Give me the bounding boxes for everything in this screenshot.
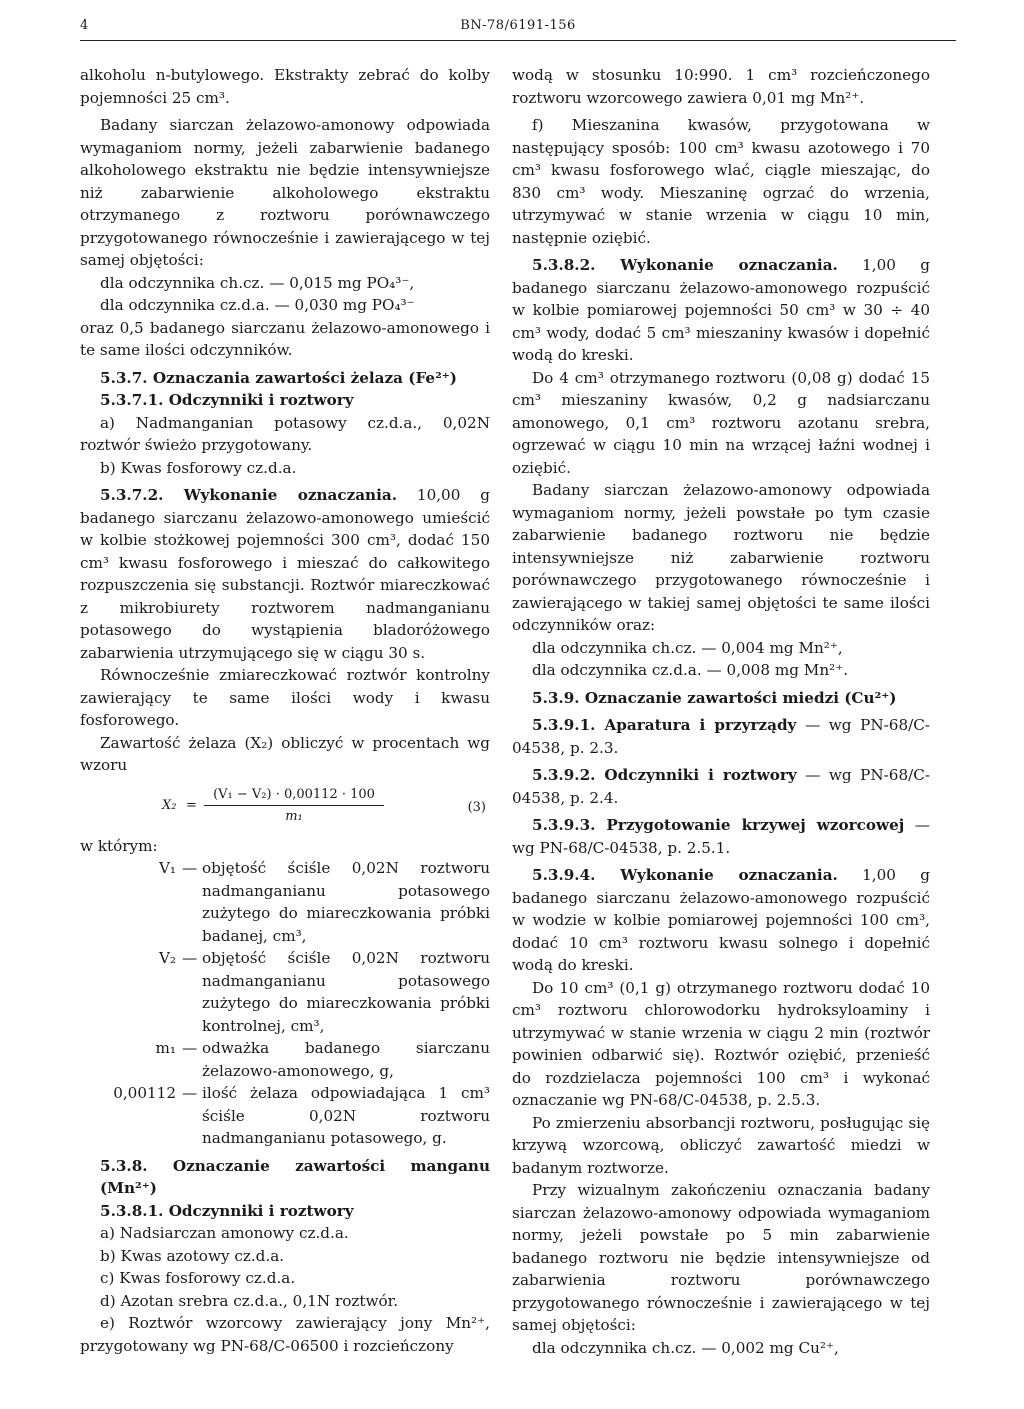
page-number: 4 xyxy=(80,18,89,33)
symbol-definitions xyxy=(80,857,490,1150)
symbol: m₁ xyxy=(155,1039,176,1057)
definition-text: odważka badanego siarczanu żelazowo-amonowego, g, xyxy=(202,1039,490,1080)
dash: — xyxy=(182,1084,198,1102)
section-heading: 5.3.8. Oznaczanie zawartości manganu (Mn²⁺) xyxy=(100,1156,490,1197)
paragraph: 5.3.9.4. Wykonanie oznaczania. 1,00 g badanego siarczanu żelazowo-amonowego rozpuścić w wodzie w kolbie pomiarowej pojemności 100 cm³, dodać 10 cm³ roztworu kwasu solnego i dopełnić wodą do kreski. xyxy=(512,866,930,974)
formula-denominator: m₁ xyxy=(285,808,303,824)
section-heading: 5.3.8.2. Wykonanie oznaczania. xyxy=(532,256,838,274)
paragraph: Równocześnie zmiareczkować roztwór kontrolny zawierający te same ilości wody i kwasu fosforowego. xyxy=(80,666,490,729)
definition-text: objętość ściśle 0,02N roztworu nadmanganianu potasowego zużytego do miareczkowania próbki badanej, cm³, xyxy=(202,859,490,945)
definition-text: ilość żelaza odpowiadająca 1 cm³ ściśle 0,02N roztworu nadmanganianu potasowego, g. xyxy=(202,1084,490,1147)
paragraph: Badany siarczan żelazowo-amonowy odpowiada wymaganiom normy, jeżeli powstałe po tym czasie zabarwienie badanego roztworu nie będzie intensywniejsze niż zabarwienie roztworu porównawczego przygotowanego równocześnie i zawierającego w takiej samej objętości te same ilości odczynników oraz: xyxy=(512,481,930,634)
list-item: b) Kwas fosforowy cz.d.a. xyxy=(100,458,297,477)
symbol: 0,00112 xyxy=(113,1084,176,1102)
paragraph: Przy wizualnym zakończeniu oznaczania badany siarczan żelazowo-amonowy odpowiada wymaganiom normy, jeżeli powstałe po 5 min zabarwienie badanego roztworu nie będzie intensywniejsze od zabarwienia roztworu porównawczego przygotowanego równocześnie i zawierającego w tej samej objętości: xyxy=(512,1181,930,1334)
section-heading: 5.3.9.1. Aparatura i przyrządy xyxy=(532,716,797,734)
list-item: c) Kwas fosforowy cz.d.a. xyxy=(100,1269,296,1287)
section-heading: 5.3.8.1. Odczynniki i roztwory xyxy=(100,1201,354,1220)
list-item: a) Nadsiarczan amonowy cz.d.a. xyxy=(100,1224,349,1242)
paragraph: dla odczynnika ch.cz. — 0,004 mg Mn²⁺, xyxy=(532,638,843,657)
dash: — xyxy=(182,1039,198,1057)
formula-3 xyxy=(80,785,490,833)
paragraph: dla odczynnika ch.cz. — 0,015 mg PO₄³⁻, xyxy=(100,273,415,292)
paragraph: 5.3.9.3. Przygotowanie krzywej wzorcowej — wg PN-68/C-04538, p. 2.5.1. xyxy=(512,816,930,857)
paragraph: 5.3.7.2. Wykonanie oznaczania. 10,00 g badanego siarczanu żelazowo-amonowego umieścić w kolbie stożkowej pojemności 300 cm³, dodać 150 cm³ kwasu fosforowego i mieszać do całkowitego rozpuszczenia się substancji. Roztwór miareczkować z mikrobiurety roztworem nadmanganianu potasowego do wystąpienia bladoróżowego zabarwienia utrzymującego się w ciągu 30 s. xyxy=(80,486,491,662)
fraction-bar xyxy=(204,805,384,806)
dash: — xyxy=(182,859,198,877)
dash: — xyxy=(182,949,198,967)
standard-code: BN-78/6191-156 xyxy=(460,18,576,33)
paragraph: dla odczynnika ch.cz. — 0,002 mg Cu²⁺, xyxy=(532,1338,839,1357)
section-heading: 5.3.7. Oznaczania zawartości żelaza (Fe²⁺) xyxy=(100,368,457,387)
paragraph: alkoholu n-butylowego. Ekstrakty zebrać do kolby pojemności 25 cm³. xyxy=(80,66,490,107)
list-item: a) Nadmanganian potasowy cz.d.a., 0,02N roztwór świeżo przygotowany. xyxy=(80,413,490,454)
section-heading: 5.3.9.3. Przygotowanie krzywej wzorcowej xyxy=(532,816,905,834)
paragraph: dla odczynnika cz.d.a. — 0,030 mg PO₄³⁻ xyxy=(100,296,415,314)
formula-numerator: (V₁ − V₂) · 0,00112 · 100 xyxy=(213,786,375,802)
paragraph: Po zmierzeniu absorbancji roztworu, posługując się krzywą wzorcową, obliczyć zawartość miedzi w badanym roztworze. xyxy=(512,1113,930,1177)
formula-equals: = xyxy=(186,797,197,813)
paragraph: Zawartość żelaza (X₂) obliczyć w procentach wg wzoru xyxy=(80,733,490,774)
section-heading: 5.3.9.4. Wykonanie oznaczania. xyxy=(532,866,838,884)
section-heading: 5.3.7.1. Odczynniki i roztwory xyxy=(100,391,354,409)
paragraph: Do 4 cm³ otrzymanego roztworu (0,08 g) dodać 15 cm³ mieszaniny kwasów, 0,2 g nadsiarczanu amonowego, 0,1 cm³ roztworu azotanu srebra, ogrzewać w ciągu 10 min na wrzącej łaźni wodnej i oziębić. xyxy=(512,368,930,477)
definition-text: objętość ściśle 0,02N roztworu nadmanganianu potasowego zużytego do miareczkowania próbki kontrolnej, cm³, xyxy=(202,949,490,1035)
list-item: f) Mieszanina kwasów, przygotowana w następujący sposób: 100 cm³ kwasu azotowego i 70 cm³ kwasu fosforowego wlać, ciągle mieszając, do 830 cm³ wody. Mieszaninę ogrzać do wrzenia, utrzymywać w stanie wrzenia w ciągu 10 min, następnie oziębić. xyxy=(512,116,930,247)
left-column xyxy=(80,64,490,1357)
list-item: b) Kwas azotowy cz.d.a. xyxy=(100,1246,285,1265)
formula-lhs: X₂ xyxy=(162,797,177,813)
paragraph: 5.3.9.2. Odczynniki i roztwory — wg PN-68/C-04538, p. 2.4. xyxy=(512,766,930,807)
paragraph: w którym: xyxy=(80,836,158,855)
formula-number: (3) xyxy=(467,799,486,815)
paragraph: dla odczynnika cz.d.a. — 0,008 mg Mn²⁺. xyxy=(532,661,849,679)
page-header xyxy=(80,18,956,41)
list-item: d) Azotan srebra cz.d.a., 0,1N roztwór. xyxy=(100,1291,399,1310)
definition-row xyxy=(80,1082,490,1150)
definition-row xyxy=(80,1037,490,1082)
paragraph: oraz 0,5 badanego siarczanu żelazowo-amonowego i te same ilości odczynników. xyxy=(80,318,490,359)
paragraph: Do 10 cm³ (0,1 g) otrzymanego roztworu dodać 10 cm³ roztworu chlorowodorku hydroksyloaminy i utrzymywać w stanie wrzenia w ciągu 2 min (roztwór powinien odbarwić się). Roztwór oziębić, przenieść do rozdzielacza pojemności 100 cm³ i wykonać oznaczanie wg PN-68/C-04538, p. 2.5.3. xyxy=(512,978,930,1109)
paragraph: Badany siarczan żelazowo-amonowy odpowiada wymaganiom normy, jeżeli zabarwienie badanego alkoholowego ekstraktu nie będzie intensywniejsze niż zabarwienie alkoholowego ekstraktu otrzymanego z roztworu porównawczego przygotowanego równocześnie i zawierającego w tej samej objętości: xyxy=(80,116,490,269)
paragraph: 5.3.9.1. Aparatura i przyrządy — wg PN-68/C-04538, p. 2.3. xyxy=(512,716,930,757)
list-item: e) Roztwór wzorcowy zawierający jony Mn²⁺, przygotowany wg PN-68/C-06500 i rozcieńczony xyxy=(80,1314,490,1355)
section-heading: 5.3.7.2. Wykonanie oznaczania. xyxy=(100,486,397,504)
section-heading: 5.3.9.2. Odczynniki i roztwory xyxy=(532,766,797,784)
paragraph: 5.3.8.2. Wykonanie oznaczania. 1,00 g badanego siarczanu żelazowo-amonowego rozpuścić w kolbie pomiarowej pojemności 50 cm³ w 30 ÷ 40 cm³ wody, dodać 5 cm³ mieszaniny kwasów i dopełnić wodą do kreski. xyxy=(512,256,930,364)
paragraph: wodą w stosunku 10:990. 1 cm³ rozcieńczonego roztworu wzorcowego zawiera 0,01 mg Mn²⁺. xyxy=(512,66,930,107)
symbol: V₂ xyxy=(158,949,176,967)
section-heading: 5.3.9. Oznaczanie zawartości miedzi (Cu²⁺) xyxy=(532,688,897,707)
definition-row xyxy=(80,857,490,947)
right-column xyxy=(512,64,930,1359)
symbol: V₁ xyxy=(158,859,176,877)
definition-row xyxy=(80,947,490,1037)
